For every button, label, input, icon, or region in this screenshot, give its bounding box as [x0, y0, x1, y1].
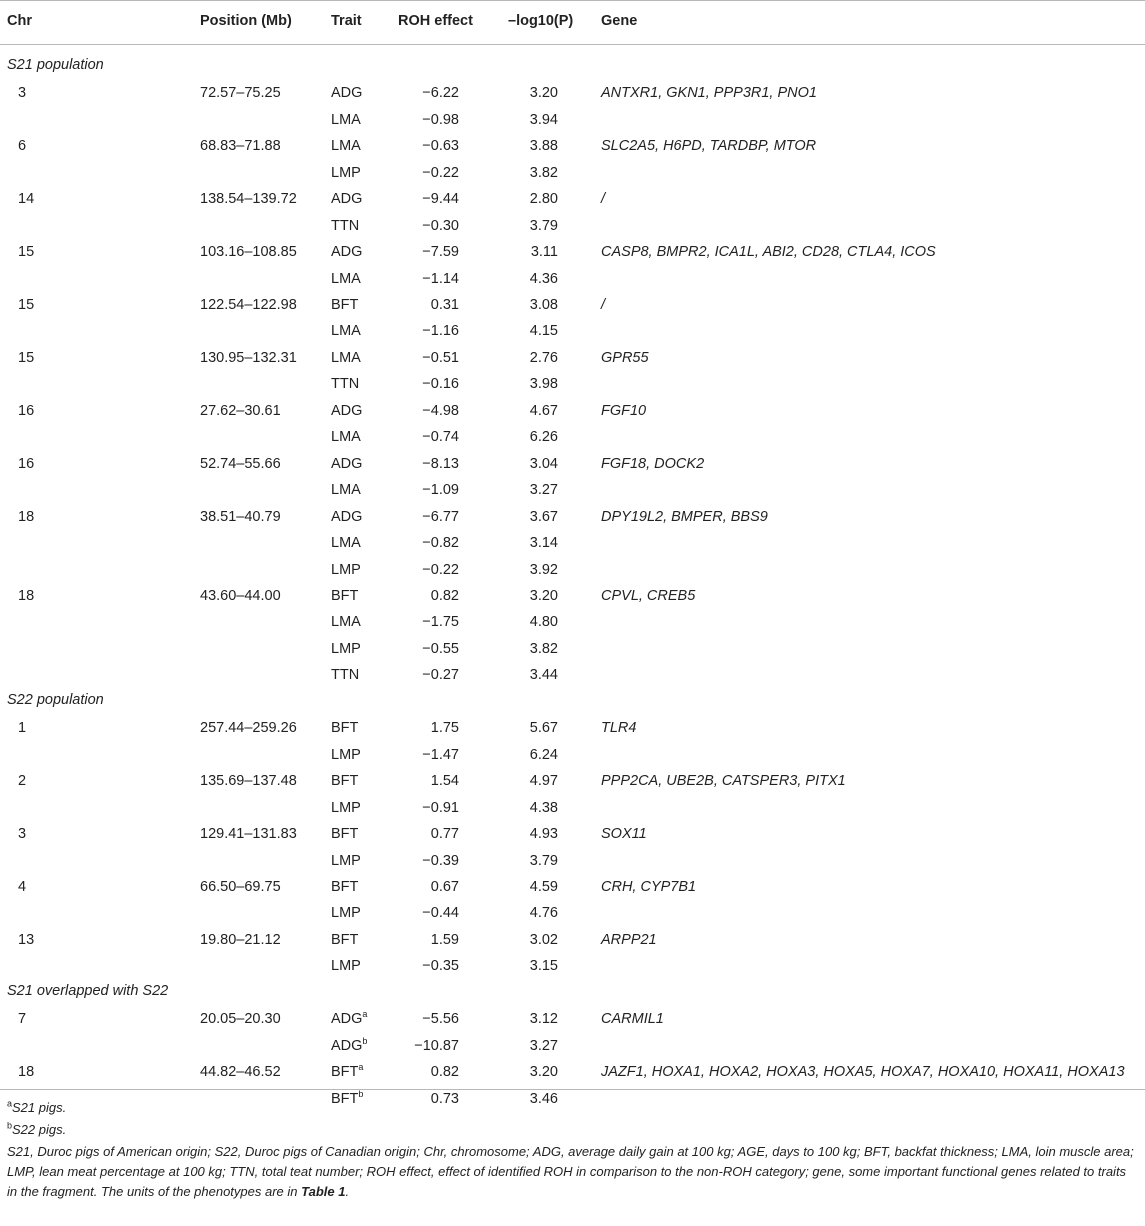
- trait-name: LMA: [331, 535, 361, 551]
- trait-cell: [331, 665, 359, 685]
- trait-cell: [331, 136, 361, 156]
- abbreviations-text: S21, Duroc pigs of American origin; S22, Duroc pigs of Canadian origin; Chr, chromosome; ADG, average daily gain at 100 kg; AGE, days to 100 kg; BFT, backfat thickness; LMA, loin muscle area; LMP, lean meat percentage at 100 kg; TTN, total teat number; ROH effect, effect of identified ROH in comparison to the non-ROH category; gene, some important functional genes related to traits in the fragment. The units of the phenotypes are in: [7, 1144, 1134, 1199]
- trait-cell: [331, 903, 361, 923]
- trait-name: LMP: [331, 165, 361, 181]
- trait-name: LMA: [331, 112, 361, 128]
- roh-effect-cell: 0.31: [430, 297, 459, 313]
- roh-effect-cell: −9.44: [422, 191, 459, 207]
- gene-cell: JAZF1, HOXA1, HOXA2, HOXA3, HOXA5, HOXA7, HOXA10, HOXA11, HOXA13: [601, 1064, 1125, 1080]
- trait-cell: [331, 242, 362, 262]
- chr-cell: 15: [18, 350, 35, 366]
- log10p-cell: 2.80: [529, 191, 558, 207]
- trait-cell: [331, 163, 361, 183]
- trait-cell: [331, 480, 361, 500]
- roh-effect-cell: 1.54: [430, 773, 459, 789]
- trait-name: BFT: [331, 879, 359, 895]
- position-cell: 27.62–30.61: [200, 403, 281, 419]
- log10p-cell: 3.82: [529, 165, 558, 181]
- log10p-cell: 4.80: [529, 614, 558, 630]
- position-cell: 19.80–21.12: [200, 932, 281, 948]
- trait-name: LMA: [331, 429, 361, 445]
- trait-cell: [331, 956, 361, 976]
- log10p-cell: 3.20: [529, 85, 558, 101]
- chr-cell: 2: [18, 773, 27, 789]
- gene-cell: TLR4: [601, 720, 637, 736]
- log10p-cell: 3.79: [529, 853, 558, 869]
- chr-cell: 7: [18, 1011, 27, 1027]
- trait-cell: [331, 427, 361, 447]
- section-label: S22 population: [7, 692, 104, 708]
- chr-cell: 4: [18, 879, 27, 895]
- chr-cell: 16: [18, 403, 35, 419]
- trait-name: ADG: [331, 509, 363, 525]
- trait-name: LMP: [331, 641, 361, 657]
- trait-cell: [331, 1036, 367, 1056]
- position-cell: 129.41–131.83: [200, 826, 297, 842]
- trait-cell: [331, 507, 362, 527]
- trait-name: LMP: [331, 958, 361, 974]
- roh-effect-cell: −6.77: [422, 509, 459, 525]
- header-log10p: –log10(P): [508, 13, 574, 29]
- trait-cell: [331, 189, 362, 209]
- gene-cell: CPVL, CREB5: [601, 588, 696, 604]
- footnote-b-mark: b: [7, 1120, 13, 1131]
- trait-name: BFT: [331, 773, 359, 789]
- trait-cell: [331, 454, 362, 474]
- roh-effect-cell: −0.74: [422, 429, 459, 445]
- chr-cell: 15: [18, 244, 35, 260]
- roh-effect-cell: −0.63: [422, 138, 459, 154]
- table-top-rule: [0, 0, 1145, 1]
- trait-footnote-mark: a: [362, 1009, 368, 1020]
- roh-effect-cell: −0.55: [422, 641, 459, 657]
- log10p-cell: 4.76: [529, 905, 558, 921]
- trait-cell: [331, 83, 362, 103]
- trait-name: LMA: [331, 350, 361, 366]
- trait-cell: [331, 374, 359, 394]
- position-cell: 44.82–46.52: [200, 1064, 281, 1080]
- footnote-a-mark: a: [7, 1098, 13, 1109]
- position-cell: 103.16–108.85: [200, 244, 297, 260]
- roh-effect-cell: −0.98: [422, 112, 459, 128]
- gene-cell: ANTXR1, GKN1, PPP3R1, PNO1: [601, 85, 817, 101]
- trait-cell: [331, 560, 361, 580]
- log10p-cell: 4.36: [529, 271, 558, 287]
- log10p-cell: 3.11: [530, 244, 558, 260]
- gene-cell: SOX11: [601, 826, 647, 842]
- trait-name: ADG: [331, 85, 363, 101]
- chr-cell: 16: [18, 456, 35, 472]
- trait-name: TTN: [331, 376, 360, 392]
- roh-effect-cell: −4.98: [422, 403, 459, 419]
- position-cell: 72.57–75.25: [200, 85, 281, 101]
- log10p-cell: 3.12: [529, 1011, 558, 1027]
- roh-effect-cell: −0.35: [422, 958, 459, 974]
- abbreviations-end: .: [345, 1184, 350, 1199]
- roh-effect-cell: 0.67: [430, 879, 459, 895]
- log10p-cell: 4.67: [529, 403, 558, 419]
- trait-cell: [331, 612, 361, 632]
- log10p-cell: 3.92: [529, 562, 558, 578]
- log10p-cell: 3.14: [529, 535, 558, 551]
- gene-cell: GPR55: [601, 350, 649, 366]
- log10p-cell: 3.67: [529, 509, 558, 525]
- log10p-cell: 6.26: [529, 429, 558, 445]
- gene-cell: CASP8, BMPR2, ICA1L, ABI2, CD28, CTLA4, ICOS: [601, 244, 936, 260]
- footnote-a: [7, 1098, 66, 1118]
- roh-effect-cell: −1.47: [422, 747, 459, 763]
- trait-name: ADG: [331, 403, 363, 419]
- position-cell: 122.54–122.98: [200, 297, 297, 313]
- position-cell: 43.60–44.00: [200, 588, 281, 604]
- log10p-cell: 3.27: [529, 482, 558, 498]
- log10p-cell: 3.20: [529, 1064, 558, 1080]
- log10p-cell: 2.76: [529, 350, 558, 366]
- roh-effect-cell: −0.27: [422, 667, 459, 683]
- roh-effect-cell: −5.56: [422, 1011, 459, 1027]
- trait-name: TTN: [331, 667, 360, 683]
- position-cell: 138.54–139.72: [200, 191, 297, 207]
- position-cell: 52.74–55.66: [200, 456, 281, 472]
- trait-name: ADG: [331, 1038, 363, 1054]
- trait-name: ADG: [331, 1011, 363, 1027]
- log10p-cell: 3.44: [529, 667, 558, 683]
- log10p-cell: 4.97: [529, 773, 558, 789]
- trait-name: LMA: [331, 138, 361, 154]
- trait-name: LMP: [331, 800, 361, 816]
- roh-effect-cell: −1.16: [422, 323, 459, 339]
- header-position: Position (Mb): [200, 13, 292, 29]
- log10p-cell: 3.79: [529, 218, 558, 234]
- trait-cell: [331, 586, 358, 606]
- roh-effect-cell: −0.39: [422, 853, 459, 869]
- trait-footnote-mark: b: [362, 1036, 368, 1047]
- header-rule: [0, 44, 1145, 45]
- log10p-cell: 4.93: [529, 826, 558, 842]
- trait-cell: [331, 321, 361, 341]
- roh-effect-cell: 0.77: [430, 826, 459, 842]
- trait-name: BFT: [331, 1091, 359, 1107]
- roh-effect-cell: −0.22: [422, 562, 459, 578]
- gene-cell: ARPP21: [601, 932, 657, 948]
- log10p-cell: 4.38: [529, 800, 558, 816]
- trait-footnote-mark: b: [358, 1089, 364, 1100]
- chr-cell: 3: [18, 85, 27, 101]
- position-cell: 66.50–69.75: [200, 879, 281, 895]
- trait-name: BFT: [331, 588, 359, 604]
- roh-effect-cell: −0.30: [422, 218, 459, 234]
- trait-cell: [331, 1089, 363, 1109]
- footnote-a-text: S21 pigs.: [12, 1100, 67, 1115]
- log10p-cell: 3.15: [529, 958, 558, 974]
- chr-cell: 18: [18, 509, 35, 525]
- chr-cell: 18: [18, 588, 35, 604]
- trait-cell: [331, 745, 361, 765]
- trait-name: TTN: [331, 218, 360, 234]
- trait-name: LMA: [331, 271, 361, 287]
- log10p-cell: 4.15: [529, 323, 558, 339]
- footnote-b: [7, 1120, 66, 1140]
- roh-effect-cell: −0.91: [422, 800, 459, 816]
- trait-name: BFT: [331, 932, 359, 948]
- trait-cell: [331, 851, 361, 871]
- log10p-cell: 3.94: [529, 112, 558, 128]
- gene-cell: FGF10: [601, 403, 647, 419]
- trait-cell: [331, 1062, 363, 1082]
- position-cell: 257.44–259.26: [200, 720, 297, 736]
- header-roh-effect: ROH effect: [398, 13, 473, 29]
- log10p-cell: 3.88: [529, 138, 558, 154]
- trait-cell: [331, 824, 358, 844]
- roh-effect-cell: 0.73: [430, 1091, 459, 1107]
- log10p-cell: 6.24: [529, 747, 558, 763]
- trait-cell: [331, 216, 359, 236]
- trait-cell: [331, 877, 358, 897]
- position-cell: 20.05–20.30: [200, 1011, 281, 1027]
- roh-effect-cell: −6.22: [422, 85, 459, 101]
- trait-name: BFT: [331, 1064, 359, 1080]
- trait-name: BFT: [331, 297, 359, 313]
- gene-cell: DPY19L2, BMPER, BBS9: [601, 509, 768, 525]
- chr-cell: 1: [18, 720, 27, 736]
- table-bottom-rule: [0, 1089, 1145, 1090]
- log10p-cell: 3.20: [529, 588, 558, 604]
- roh-effect-cell: −0.16: [422, 376, 459, 392]
- log10p-cell: 3.98: [529, 376, 558, 392]
- trait-cell: [331, 533, 361, 553]
- trait-name: LMP: [331, 905, 361, 921]
- trait-cell: [331, 798, 361, 818]
- trait-cell: [331, 295, 358, 315]
- log10p-cell: 3.04: [529, 456, 558, 472]
- table-reference: Table 1: [301, 1184, 346, 1199]
- roh-effect-cell: −1.14: [422, 271, 459, 287]
- roh-effect-cell: 0.82: [430, 588, 459, 604]
- chr-cell: 18: [18, 1064, 35, 1080]
- section-label: S21 population: [7, 57, 104, 73]
- log10p-cell: 3.27: [529, 1038, 558, 1054]
- roh-effect-cell: 1.75: [430, 720, 459, 736]
- chr-cell: 14: [18, 191, 35, 207]
- trait-name: ADG: [331, 244, 363, 260]
- trait-cell: [331, 401, 362, 421]
- trait-cell: [331, 110, 361, 130]
- footnote-b-text: S22 pigs.: [12, 1122, 67, 1137]
- chr-cell: 15: [18, 297, 35, 313]
- roh-effect-cell: −1.09: [422, 482, 459, 498]
- roh-effect-cell: −8.13: [422, 456, 459, 472]
- log10p-cell: 3.82: [529, 641, 558, 657]
- trait-footnote-mark: a: [358, 1062, 364, 1073]
- trait-name: LMA: [331, 323, 361, 339]
- chr-cell: 6: [18, 138, 27, 154]
- roh-effect-cell: −0.82: [422, 535, 459, 551]
- trait-name: LMP: [331, 853, 361, 869]
- header-gene: Gene: [601, 13, 638, 29]
- chr-cell: 3: [18, 826, 27, 842]
- roh-effect-cell: −0.22: [422, 165, 459, 181]
- section-label: S21 overlapped with S22: [7, 983, 169, 999]
- gene-cell: /: [601, 297, 606, 313]
- trait-name: LMA: [331, 614, 361, 630]
- trait-cell: [331, 639, 361, 659]
- trait-cell: [331, 771, 358, 791]
- footnote-abbreviations: [7, 1142, 1137, 1202]
- trait-name: LMA: [331, 482, 361, 498]
- trait-cell: [331, 718, 358, 738]
- trait-name: BFT: [331, 826, 359, 842]
- roh-effect-cell: −7.59: [422, 244, 459, 260]
- roh-effect-cell: −1.75: [422, 614, 459, 630]
- trait-cell: [331, 348, 361, 368]
- log10p-cell: 4.59: [529, 879, 558, 895]
- gene-cell: FGF18, DOCK2: [601, 456, 705, 472]
- roh-effect-cell: −0.44: [422, 905, 459, 921]
- position-cell: 68.83–71.88: [200, 138, 281, 154]
- log10p-cell: 3.08: [529, 297, 558, 313]
- log10p-cell: 3.02: [529, 932, 558, 948]
- roh-effect-cell: −0.51: [422, 350, 459, 366]
- trait-name: LMP: [331, 562, 361, 578]
- chr-cell: 13: [18, 932, 35, 948]
- position-cell: 38.51–40.79: [200, 509, 281, 525]
- header-chr: Chr: [7, 13, 32, 29]
- log10p-cell: 3.46: [529, 1091, 558, 1107]
- trait-name: ADG: [331, 191, 363, 207]
- trait-name: LMP: [331, 747, 361, 763]
- trait-name: BFT: [331, 720, 359, 736]
- trait-cell: [331, 930, 358, 950]
- position-cell: 130.95–132.31: [200, 350, 297, 366]
- position-cell: 135.69–137.48: [200, 773, 297, 789]
- log10p-cell: 5.67: [529, 720, 558, 736]
- gene-cell: CRH, CYP7B1: [601, 879, 697, 895]
- gene-cell: SLC2A5, H6PD, TARDBP, MTOR: [601, 138, 817, 154]
- gene-cell: CARMIL1: [601, 1011, 664, 1027]
- trait-cell: [331, 1009, 367, 1029]
- roh-effect-cell: −10.87: [414, 1038, 459, 1054]
- trait-name: ADG: [331, 456, 363, 472]
- roh-effect-cell: 0.82: [430, 1064, 459, 1080]
- trait-cell: [331, 269, 361, 289]
- gene-cell: /: [601, 191, 606, 207]
- roh-effect-cell: 1.59: [430, 932, 459, 948]
- header-trait: Trait: [331, 13, 362, 29]
- gene-cell: PPP2CA, UBE2B, CATSPER3, PITX1: [601, 773, 846, 789]
